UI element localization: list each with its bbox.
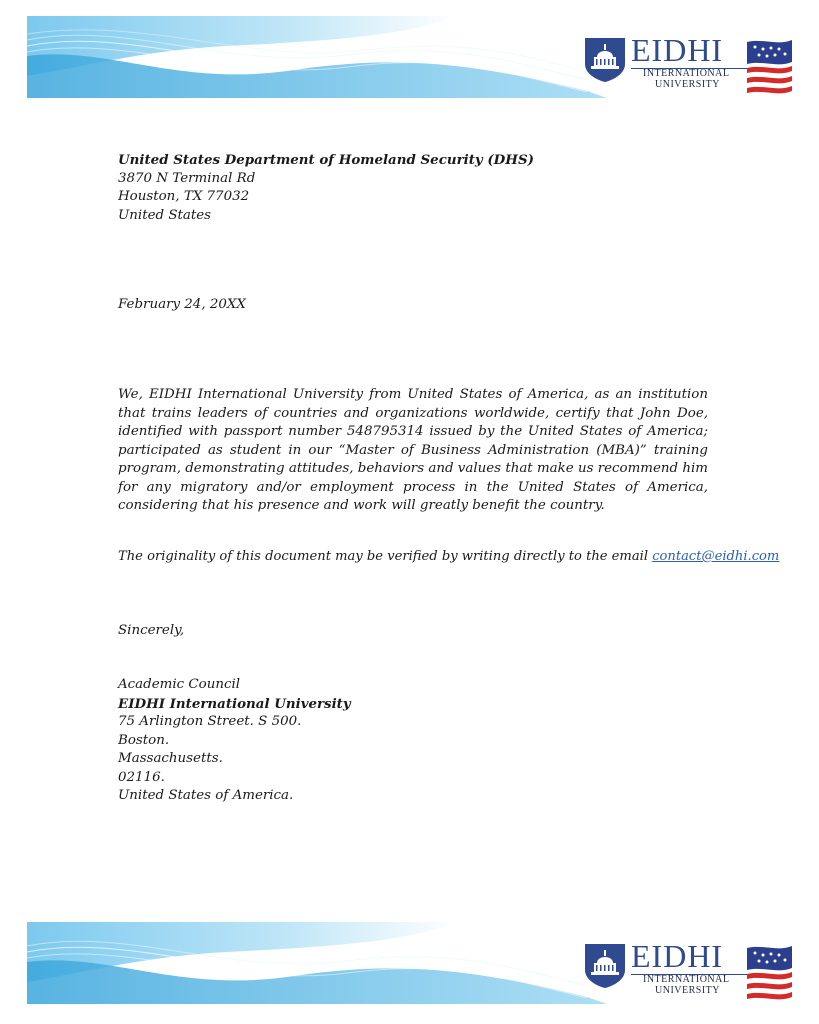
- university-logo: [583, 32, 743, 90]
- university-logo: [583, 938, 743, 996]
- letter-date: February 24, 20XX: [118, 297, 246, 312]
- recipient-address: [118, 151, 708, 225]
- wave-decoration: [27, 922, 627, 1004]
- signature-block: [118, 676, 708, 806]
- closing-salutation: Sincerely,: [118, 623, 185, 638]
- signature-university: EIDHI International University: [118, 695, 351, 712]
- logo-subtitle-line1: INTERNATIONAL: [643, 974, 730, 985]
- us-flag-icon: [747, 942, 792, 1004]
- recipient-country: United States: [118, 207, 212, 223]
- logo-brand-text: EIDHI: [631, 938, 724, 974]
- signature-state: Massachusetts.: [118, 751, 223, 766]
- signature-zip: 02116.: [118, 769, 165, 785]
- verification-note: [118, 548, 780, 567]
- logo-subtitle-line1: INTERNATIONAL: [643, 68, 730, 79]
- wave-decoration: [27, 16, 627, 98]
- logo-subtitle-line2: UNIVERSITY: [655, 79, 720, 90]
- recipient-city: Houston, TX 77032: [118, 189, 250, 204]
- header-banner: [27, 16, 792, 98]
- capitol-shield-icon: [583, 36, 627, 82]
- capitol-shield-icon: [583, 942, 627, 988]
- logo-subtitle-line2: UNIVERSITY: [655, 985, 720, 996]
- footer-banner: [27, 922, 792, 1004]
- email-link[interactable]: contact@eidhi.com: [652, 549, 780, 564]
- verification-text: The originality of this document may be verified by writing directly to the email: [118, 549, 653, 564]
- signature-city: Boston.: [118, 732, 170, 748]
- us-flag-icon: [747, 36, 792, 98]
- recipient-street: 3870 N Terminal Rd: [118, 170, 256, 186]
- signature-street: 75 Arlington Street. S 500.: [118, 714, 302, 729]
- signature-country: United States of America.: [118, 788, 294, 803]
- signature-council: Academic Council: [118, 677, 241, 692]
- letter-body: We, EIDHI International University from United States of America, as an institution that trains leaders of countries and organizations worldwide, certify that John Doe, identified with passport number 548795314 issued by the United States of America; participated as student in our “Master of Business Administration (MBA)” training program, demonstrating attitudes, behaviors and values that make us recommend him for any migratory and/or employment process in the United States of America, considering that his presence and work will greatly benefit the country.: [118, 387, 708, 513]
- logo-brand-text: EIDHI: [631, 32, 724, 68]
- recipient-organization: United States Department of Homeland Security (DHS): [118, 152, 534, 168]
